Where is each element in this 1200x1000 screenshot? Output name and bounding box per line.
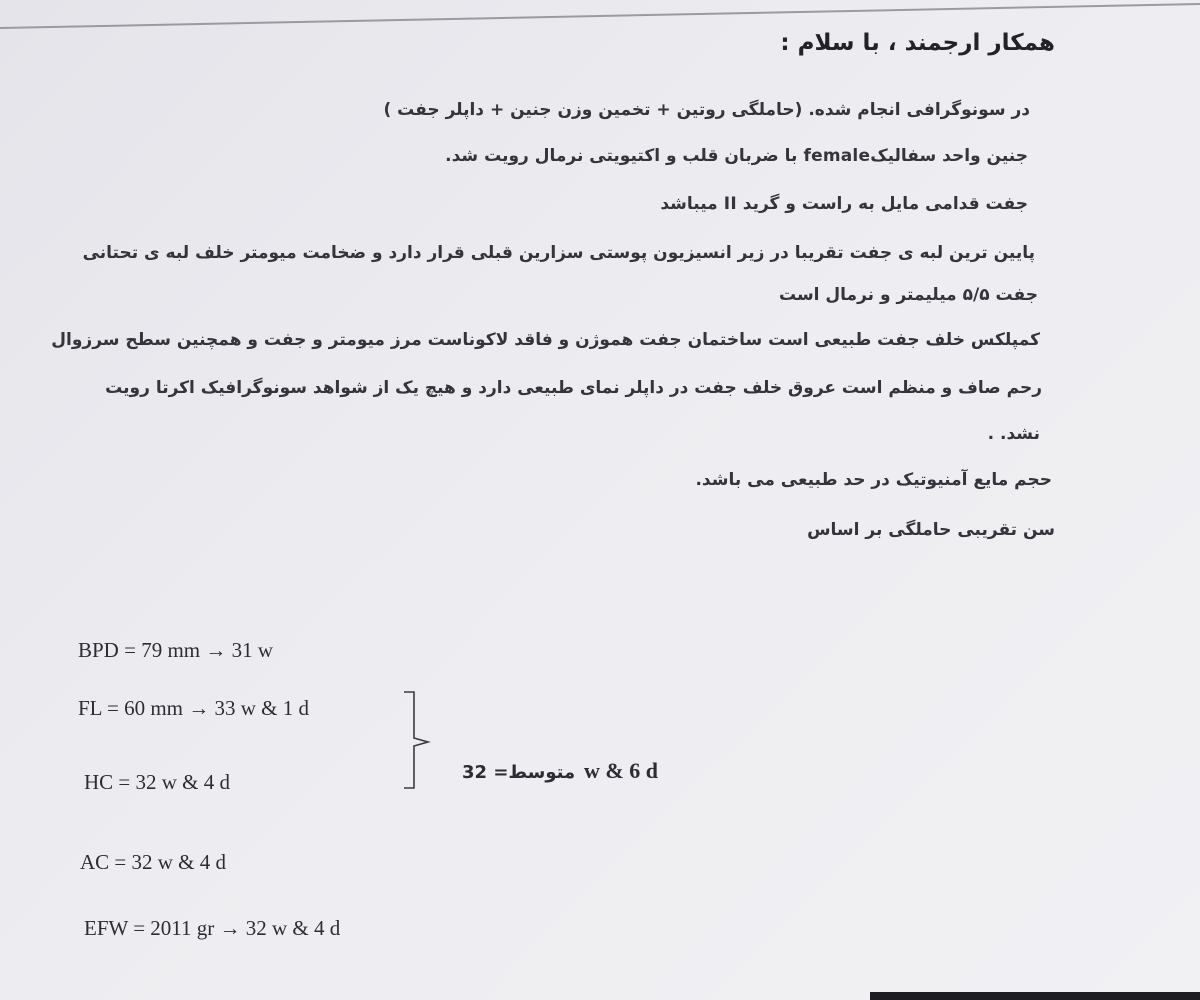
average-value: w & 6 d [584,758,658,783]
report-line: در سونوگرافی انجام شده. (حاملگی روتین + تخمین وزن جنین + داپلر جفت ) [383,100,1030,120]
report-line: کمپلکس خلف جفت طبیعی است ساختمان جفت هموژن و فاقد لاکوناست مرز میومتر و جفت و همچنین سطح سرزوال [51,330,1040,350]
report-line: رحم صاف و منظم است عروق خلف جفت در داپلر نمای طبیعی دارد و هیچ یک از شواهد سونوگرافیک اکرتا رویت [105,378,1042,398]
report-line: جفت قدامی مایل به راست و گرید II میباشد [660,194,1028,214]
greeting-heading: همکار ارجمند ، با سلام : [780,30,1055,56]
grouping-brace [398,690,438,790]
bpd-measurement: BPD = 79 mm → 31 w [78,638,274,662]
report-line: حجم مایع آمنیوتیک در حد طبیعی می باشد. [695,470,1052,490]
average-label: متوسط= 32 [462,762,576,783]
report-line: سن تقریبی حاملگی بر اساس [807,520,1055,540]
report-line: جفت ۵/۵ میلیمتر و نرمال است [778,285,1038,305]
report-line: نشد. . [987,424,1040,444]
efw-measurement: EFW = 2011 gr → 32 w & 4 d [84,916,341,940]
ac-measurement: AC = 32 w & 4 d [80,850,227,874]
report-line: جنین واحد سفالیکfemale با ضربان قلب و اکتیویتی نرمال رویت شد. [445,146,1028,166]
report-line: پایین ترین لبه ی جفت تقریبا در زیر انسیزیون پوستی سزارین قبلی قرار دارد و ضخامت میومتر خلف لبه ی تحتانی [82,243,1035,263]
edge-shadow [870,992,1200,1000]
hc-measurement: HC = 32 w & 4 d [84,770,231,794]
fl-measurement: FL = 60 mm → 33 w & 1 d [78,696,309,720]
